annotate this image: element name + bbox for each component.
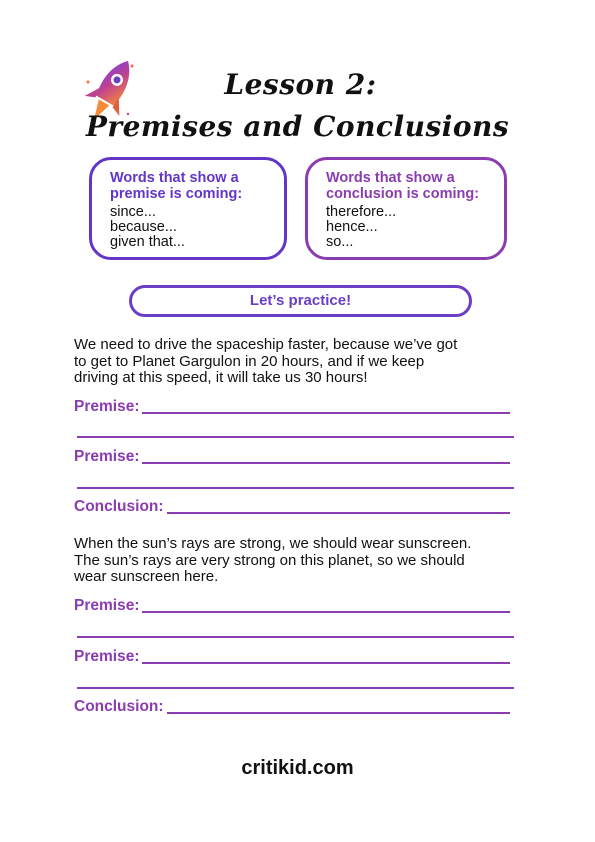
- exercise-2-premise-1-field[interactable]: [74, 595, 510, 615]
- premise-word: because...: [110, 219, 177, 235]
- exercise-1-premise-2-field[interactable]: [74, 446, 510, 466]
- answer-line[interactable]: [167, 712, 510, 714]
- lesson-title: Lesson 2:: [224, 68, 377, 101]
- exercise-1-premise-1-continuation-line[interactable]: [77, 436, 514, 438]
- lesson-subtitle: Premises and Conclusions: [85, 110, 510, 143]
- exercise-2-conclusion-field[interactable]: [74, 696, 510, 716]
- answer-line[interactable]: [142, 462, 510, 464]
- premise-label: Premise:: [74, 648, 140, 665]
- answer-line[interactable]: [142, 412, 510, 414]
- exercise-1-premise-1-field[interactable]: [74, 396, 510, 416]
- conclusion-label: Conclusion:: [74, 498, 164, 515]
- conclusion-label: Conclusion:: [74, 698, 164, 715]
- exercise-2-premise-2-field[interactable]: [74, 646, 510, 666]
- premise-label: Premise:: [74, 448, 140, 465]
- passage-line: wear sunscreen here.: [74, 568, 219, 585]
- premise-words-box: [89, 157, 287, 260]
- exercise-2-passage: [74, 536, 534, 586]
- premise-label: Premise:: [74, 398, 140, 415]
- conclusion-word: hence...: [326, 219, 378, 235]
- site-footer: critikid.com: [241, 757, 354, 779]
- conclusion-box-heading-2: conclusion is coming:: [326, 186, 480, 202]
- answer-line[interactable]: [142, 662, 510, 664]
- exercise-2-premise-1-continuation-line[interactable]: [77, 636, 514, 638]
- exercise-2-premise-2-continuation-line[interactable]: [77, 687, 514, 689]
- conclusion-box-heading-1: Words that show a: [326, 170, 455, 186]
- practice-banner: Let’s practice!: [129, 285, 472, 317]
- conclusion-words-box: [305, 157, 507, 260]
- premise-word: since...: [110, 204, 156, 220]
- premise-box-heading-2: premise is coming:: [110, 186, 243, 202]
- answer-line[interactable]: [142, 611, 510, 613]
- exercise-1-passage: [74, 337, 534, 387]
- passage-line: We need to drive the spaceship faster, because we’ve got: [74, 336, 458, 353]
- exercise-1-conclusion-field[interactable]: [74, 496, 510, 516]
- passage-line: driving at this speed, it will take us 30 hours!: [74, 369, 368, 386]
- premise-box-heading-1: Words that show a: [110, 170, 239, 186]
- conclusion-word: therefore...: [326, 204, 397, 220]
- passage-line: When the sun’s rays are strong, we should wear sunscreen.: [74, 535, 472, 552]
- passage-line: to get to Planet Gargulon in 20 hours, and if we keep: [74, 352, 425, 370]
- premise-label: Premise:: [74, 597, 140, 614]
- conclusion-word: so...: [326, 234, 354, 250]
- passage-line: The sun’s rays are very strong on this planet, so we should: [74, 551, 465, 569]
- answer-line[interactable]: [167, 512, 510, 514]
- premise-word: given that...: [110, 234, 185, 250]
- exercise-1-premise-2-continuation-line[interactable]: [77, 487, 514, 489]
